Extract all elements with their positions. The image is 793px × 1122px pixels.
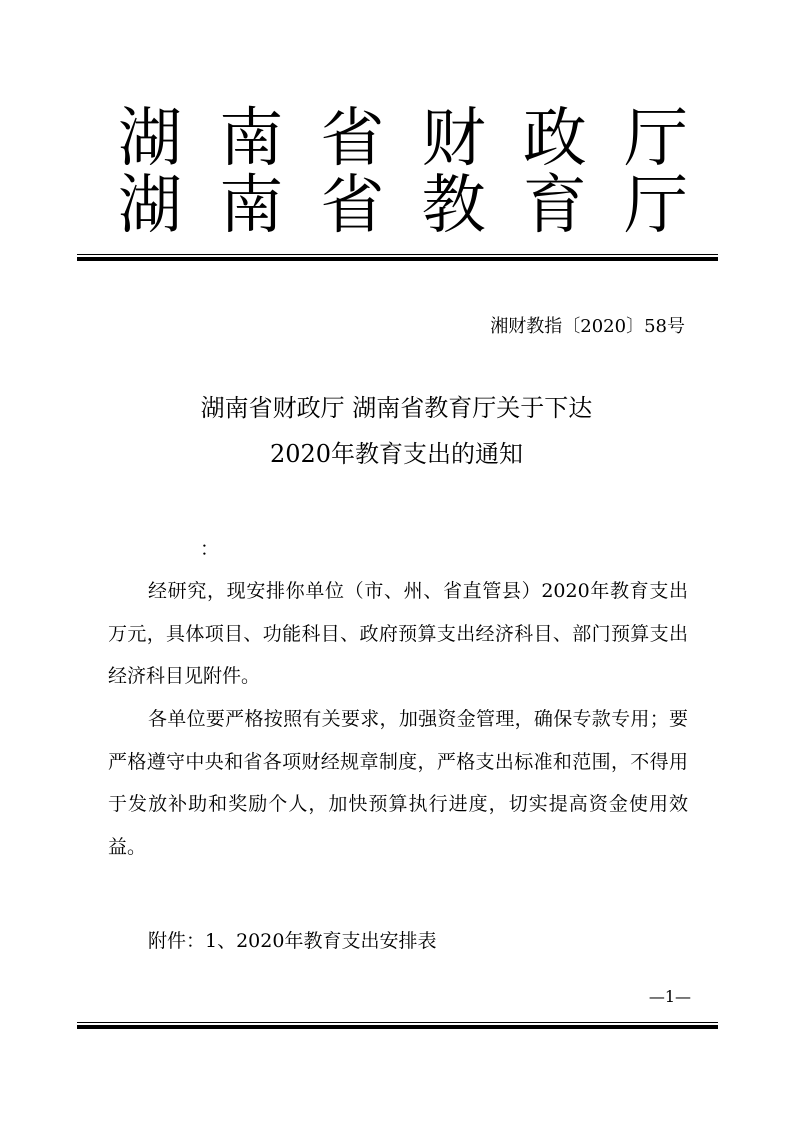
- document-title: [0, 385, 793, 477]
- attachment-line: 附件：1、2020年教育支出安排表: [148, 930, 437, 952]
- issuer-char: 政: [522, 102, 587, 176]
- footer-divider: [77, 1022, 718, 1029]
- issuer-char: 教: [421, 169, 486, 243]
- issuer-char: 财: [421, 102, 486, 176]
- issuer-char: 湖: [118, 169, 182, 243]
- document-number: 湘财教指〔2020〕58号: [490, 316, 685, 337]
- issuer-char: 南: [219, 102, 284, 176]
- issuer-char: 厅: [623, 169, 688, 243]
- issuer-char: 厅: [623, 102, 688, 176]
- title-line-1: 湖南省财政厅 湖南省教育厅关于下达: [200, 394, 593, 422]
- page-number: —1—: [648, 987, 691, 1006]
- issuer-line-1: [118, 104, 688, 174]
- issuer-line-2: [118, 171, 688, 241]
- issuer-char: 湖: [118, 102, 182, 176]
- salutation: ：: [200, 538, 220, 560]
- issuer-char: 省: [320, 169, 385, 243]
- issuer-char: 南: [219, 169, 284, 243]
- header-divider: [77, 254, 718, 261]
- paragraph-1: 经研究，现安排你单位（市、州、省直管县）2020年教育支出 万元，具体项目、功能科目、政府预算支出经济科目、部门预算支出经济科目见附件。: [108, 580, 727, 687]
- issuer-char: 育: [522, 169, 587, 243]
- title-line-2: 2020年教育支出的通知: [269, 440, 524, 468]
- issuer-char: 省: [320, 102, 385, 176]
- paragraph-2: 各单位要严格按照有关要求，加强资金管理，确保专款专用；要严格遵守中央和省各项财经规章制度，严格支出标准和范围，不得用于发放补助和奖励个人，加快预算执行进度，切实提高资金使用效益。: [108, 708, 688, 858]
